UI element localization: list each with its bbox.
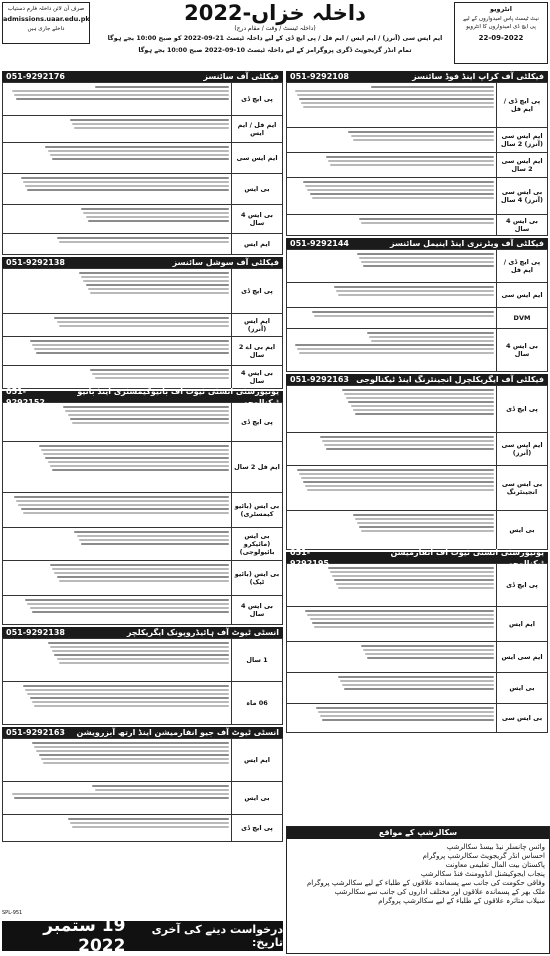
program-row (3, 682, 283, 725)
section-title: یونیورسٹی انسٹی ٹیوٹ آف انفارمیشن ٹیکنالوجی (390, 547, 544, 568)
program-name: بی ایس 4 سال (232, 366, 283, 389)
program-name: ایم بی اے 2 سال (232, 337, 283, 366)
program-row (287, 215, 548, 236)
program-name: ایم ایس سی (آنرز) (497, 433, 548, 466)
program-name: DVM (497, 308, 548, 329)
program-table (286, 82, 548, 236)
scholarships-list (287, 843, 549, 906)
program-name: بی ایس (بائیو ٹیک) (232, 561, 283, 596)
admissions-open-note: داخلے جاری ہیں (27, 26, 65, 32)
program-name: بی ایس (232, 174, 283, 205)
program-row (3, 314, 283, 337)
program-requirements (287, 607, 497, 642)
program-requirements (287, 511, 497, 550)
program-requirements (3, 205, 232, 234)
program-requirements (287, 466, 497, 511)
program-row (287, 308, 548, 329)
program-requirements (287, 250, 497, 283)
program-row (3, 116, 283, 143)
program-row (287, 83, 548, 128)
program-row (287, 153, 548, 178)
program-row (3, 205, 283, 234)
program-table (2, 738, 283, 842)
ad-code: SPL-951 (2, 910, 23, 916)
program-requirements (287, 564, 497, 607)
program-name: بی ایس سی (آنرز) 4 سال (497, 178, 548, 215)
program-requirements (3, 739, 232, 782)
program-requirements (3, 174, 232, 205)
program-row (3, 269, 283, 314)
program-requirements (287, 178, 497, 215)
left-column (2, 69, 283, 842)
section-phone: 051-9292176 (6, 72, 65, 81)
program-requirements (287, 704, 497, 733)
program-row (287, 128, 548, 153)
program-name: ایم سی ایس (497, 642, 548, 673)
program-table (2, 268, 283, 389)
program-name: پی ایچ ڈی (497, 386, 548, 433)
section-phone: 051-9292138 (6, 258, 65, 267)
section-title: یونیورسٹی انسٹی ٹیوٹ آف بائیوکیمسٹری اینڈ بائیو ٹیکنالوجی (77, 386, 279, 407)
program-requirements (287, 153, 497, 178)
right-column (286, 69, 548, 733)
section-title: انسٹی ٹیوٹ آف ہائیڈروپونک ایگریکلچر (126, 628, 279, 637)
program-requirements (3, 143, 232, 174)
program-name: 1 سال (232, 639, 283, 682)
section-phone: 051-9292138 (6, 628, 65, 637)
program-row (3, 639, 283, 682)
scholarship-item: وائس چانسلر نیڈ بیسڈ سکالرشپ (446, 843, 545, 851)
program-table (2, 82, 283, 255)
program-row (3, 561, 283, 596)
interview-date: 22-09-2022 (478, 34, 524, 42)
program-name: ایم ایس سی (232, 143, 283, 174)
program-name: ایم ایس سی (497, 283, 548, 308)
program-row (3, 815, 283, 842)
program-name: بی ایس (497, 673, 548, 704)
program-table (286, 385, 548, 550)
scholarship-item: وفاقی حکومت کی جانب سے پسماندہ علاقوں کے طلباء کے لیے سکالرشپ پروگرام (306, 879, 545, 887)
program-row (287, 564, 548, 607)
program-requirements (287, 673, 497, 704)
program-requirements (3, 314, 232, 337)
online-form-note: صرف آن لائن داخلہ فارم دستیاب (7, 6, 85, 12)
program-requirements (3, 561, 232, 596)
section-header (286, 547, 548, 568)
program-name: ایم ایس سی (آنرز) 2 سال (497, 128, 548, 153)
section-phone: 051-9292163 (290, 375, 349, 384)
program-row (3, 83, 283, 116)
page-subtitle: (داخلہ ٹیسٹ / وقت / مقام درج) (234, 25, 316, 32)
section-title: فیکلٹی آف سائنسز (203, 72, 279, 81)
section-header (286, 374, 548, 385)
program-row (3, 337, 283, 366)
program-requirements (287, 283, 497, 308)
program-row (287, 607, 548, 642)
program-requirements (3, 269, 232, 314)
scholarship-item: پاکستان بیت المال تعلیمی معاونت (445, 861, 545, 869)
section-header (2, 71, 283, 82)
program-requirements (3, 639, 232, 682)
program-row (287, 329, 548, 372)
program-requirements (287, 642, 497, 673)
program-row (287, 466, 548, 511)
program-name: ایم ایس (497, 607, 548, 642)
program-requirements (3, 596, 232, 625)
program-row (3, 234, 283, 255)
program-row (3, 782, 283, 815)
program-name: بی ایس (232, 782, 283, 815)
program-row (287, 704, 548, 733)
program-name: 06 ماہ (232, 682, 283, 725)
section-phone: 051-9292144 (290, 239, 349, 248)
deadline-label: درخواست دینے کی آخری تاریخ: (151, 923, 283, 949)
program-row (287, 433, 548, 466)
section-title: فیکلٹی آف کراپ اینڈ فوڈ سائنسز (412, 72, 544, 81)
scholarship-item: احساس انڈر گریجویٹ سکالرشپ پروگرام (422, 852, 545, 860)
program-requirements (287, 83, 497, 128)
program-name: ایم فل / ایم ایس (232, 116, 283, 143)
program-name: بی ایس (مائیکرو بائیولوجی) (232, 528, 283, 561)
program-name: بی ایس 4 سال (497, 215, 548, 236)
section-header (286, 238, 548, 249)
interview-label: انٹرویو (490, 5, 512, 13)
program-name: بی ایس 4 سال (232, 596, 283, 625)
program-requirements (3, 682, 232, 725)
interview-line-1: نیٹ ٹیسٹ پاس امیدواروں کے لیے (463, 16, 539, 22)
section-phone: 051-9292108 (290, 72, 349, 81)
program-row (287, 250, 548, 283)
section-phone: 051-9292195 (290, 547, 329, 568)
program-requirements (287, 329, 497, 372)
program-row (287, 673, 548, 704)
program-row (287, 178, 548, 215)
program-row (287, 511, 548, 550)
interview-box (454, 2, 548, 64)
program-name: بی ایس 4 سال (232, 205, 283, 234)
program-name: پی ایچ ڈی / ایم فل (497, 83, 548, 128)
program-requirements (287, 433, 497, 466)
program-row (287, 642, 548, 673)
program-table (286, 249, 548, 372)
program-requirements (287, 386, 497, 433)
scholarship-item: پنجاب ایجوکیشنل انڈوومنٹ فنڈ سکالرشپ (420, 870, 545, 878)
program-row (3, 596, 283, 625)
scholarships-box (286, 826, 550, 954)
program-row (287, 283, 548, 308)
section-title: فیکلٹی آف ویٹرنری اینڈ اینیمل سائنسز (390, 239, 544, 248)
program-row (3, 403, 283, 442)
program-requirements (3, 528, 232, 561)
program-name: ایم فل 2 سال (232, 442, 283, 493)
program-name: بی ایس (بائیو کیمسٹری) (232, 493, 283, 528)
deadline-date: 19 ستمبر 2022 (43, 916, 126, 956)
test-date-masters: ایم ایس سی (آنرز) / ایم ایس / ایم فل / پی ایچ ڈی کے لیے داخلہ ٹیسٹ 21-09-2022 کو صبح 10:00 بجے ہوگا (107, 35, 443, 42)
program-name: پی ایچ ڈی (232, 83, 283, 116)
program-name: بی ایس سی (497, 704, 548, 733)
program-row (287, 386, 548, 433)
section-header (2, 386, 283, 407)
deadline-banner (2, 916, 283, 956)
section-header (2, 257, 283, 268)
interview-line-2: پی ایچ ڈی امیدواروں کا انٹرویو (466, 24, 536, 30)
program-row (3, 174, 283, 205)
program-name: ایم ایس (232, 234, 283, 255)
program-name: پی ایچ ڈی (232, 269, 283, 314)
program-name: بی ایس (497, 511, 548, 550)
program-table (2, 402, 283, 625)
program-name: ایم ایس سی 2 سال (497, 153, 548, 178)
program-name: پی ایچ ڈی (232, 403, 283, 442)
program-requirements (3, 116, 232, 143)
section-header (286, 71, 548, 82)
admission-url[interactable]: admissions.uaar.edu.pk (3, 15, 90, 23)
scholarships-title: سکالرشپ کے مواقع (287, 827, 549, 839)
scholarship-item: سیلاب متاثرہ علاقوں کے طلباء کے لیے سکالرشپ پروگرام (378, 897, 545, 905)
program-table (2, 638, 283, 725)
program-name: ایم ایس (آنرز) (232, 314, 283, 337)
program-name: بی ایس سی انجینئرنگ (497, 466, 548, 511)
section-header (2, 727, 283, 738)
program-requirements (3, 493, 232, 528)
program-row (3, 739, 283, 782)
program-row (3, 442, 283, 493)
program-row (3, 528, 283, 561)
program-name: بی ایس 4 سال (497, 329, 548, 372)
section-header (2, 627, 283, 638)
program-name: ایم ایس (232, 739, 283, 782)
program-requirements (3, 782, 232, 815)
program-name: پی ایچ ڈی (232, 815, 283, 842)
section-title: فیکلٹی آف سوشل سائنسز (172, 258, 279, 267)
page-title: داخلہ خزاں-2022 (184, 1, 366, 25)
section-title: انسٹی ٹیوٹ آف جیو انفارمیشن اینڈ ارتھ آبزرویشن (76, 728, 279, 737)
scholarship-item: ملک بھر کے پسماندہ علاقوں اور مختلف اداروں کی جانب سے سکالرشپ (334, 888, 545, 896)
program-name: پی ایچ ڈی (497, 564, 548, 607)
section-phone: 051-9292152 (6, 386, 45, 407)
program-requirements (3, 234, 232, 255)
program-requirements (3, 815, 232, 842)
program-requirements (3, 442, 232, 493)
program-requirements (3, 403, 232, 442)
program-row (3, 143, 283, 174)
program-name: پی ایچ ڈی / ایم فل (497, 250, 548, 283)
online-admission-box (2, 2, 90, 44)
program-row (3, 493, 283, 528)
program-requirements (287, 308, 497, 329)
program-table (286, 563, 548, 733)
program-requirements (287, 128, 497, 153)
program-requirements (287, 215, 497, 236)
test-date-undergrad: تمام انڈر گریجویٹ ڈگری پروگرامز کے لیے داخلہ ٹیسٹ 10-09-2022 صبح 10:00 بجے ہوگا (138, 47, 412, 54)
program-requirements (3, 83, 232, 116)
section-phone: 051-9292163 (6, 728, 65, 737)
section-title: فیکلٹی آف ایگریکلچرل انجینئرنگ اینڈ ٹیکنالوجی (356, 375, 544, 384)
program-requirements (3, 337, 232, 366)
